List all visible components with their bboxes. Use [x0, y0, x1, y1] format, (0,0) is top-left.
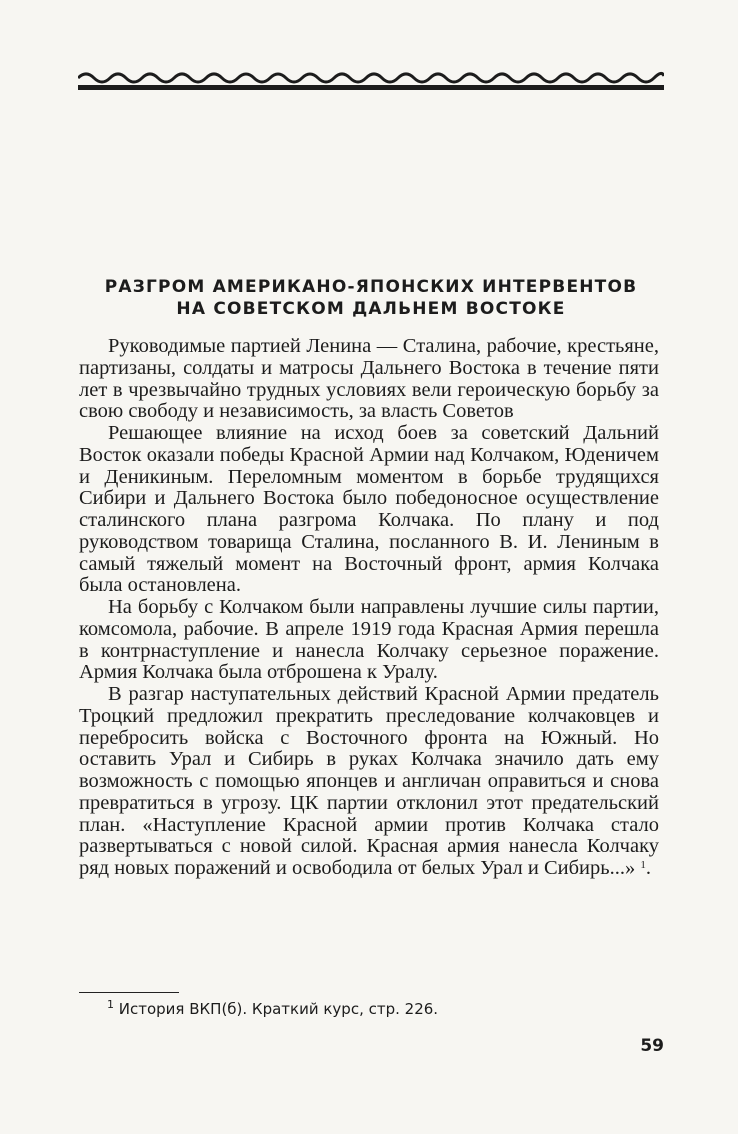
chapter-title-line-1: РАЗГРОМ АМЕРИКАНО-ЯПОНСКИХ ИНТЕРВЕНТОВ [104, 277, 638, 297]
footnote-text: История ВКП(б). Краткий курс, стр. 226. [118, 1000, 439, 1018]
paragraph-1: Руководимые партией Ленина — Сталина, рабочие, крестьяне, партизаны, солдаты и матросы Дальнего Востока в течение пяти лет в чрезвычайно трудных условиях вели героическую борьбу за свою свободу и независимость, за власть Советов [79, 335, 659, 423]
paragraph-3: На борьбу с Колчаком были направлены лучшие силы партии, комсомола, рабочие. В апреле 1919 года Красная Армия перешла в контрнаступление и нанесла Колчаку серьезное поражение. Армия Колчака была отброшена к Уралу. [79, 596, 659, 684]
footnote-divider [79, 992, 179, 993]
chapter-title [78, 276, 664, 320]
page-number: 59 [640, 1036, 664, 1056]
footnote-reference: 1 [640, 859, 646, 871]
body-text [79, 336, 659, 880]
footnote-marker: 1 [107, 998, 114, 1011]
paragraph-4: В разгар наступательных действий Красной Армии предатель Троцкий предложил прекратить преследование колчаковцев и перебросить войска с Восточного фронта на Южный. Но оставить Урал и Сибирь в руках Колчака значило дать ему возможность с помощью японцев и англичан оправиться и снова превратиться в угрозу. ЦК партии отклонил этот предательский план. «Наступление Красной армии против Колчака стало развертываться с новой силой. Красная армия нанесла Колчаку ряд новых поражений и освободила от белых Урал и Сибирь...» $^1$. [79, 683, 659, 879]
paragraph-2: Решающее влияние на исход боев за советский Дальний Восток оказали победы Красной Армии над Колчаком, Юденичем и Деникиным. Переломным моментом в борьбе трудящихся Сибири и Дальнего Востока было победоносное осуществление сталинского плана разгрома Колчака. По плану и под руководством товарища Сталина, посланного В. И. Лениным в самый тяжелый момент на Восточный фронт, армия Колчака была остановлена. [79, 422, 659, 597]
chapter-title-line-2: НА СОВЕТСКОМ ДАЛЬНЕМ ВОСТОКЕ [176, 299, 566, 319]
header-ornament [78, 66, 664, 96]
footnote [107, 1000, 647, 1018]
paragraph-4-text: В разгар наступательных действий Красной Армии предатель Троцкий предложил прекратить преследование колчаковцев и перебросить войска с Восточного фронта на Южный. Но оставить Урал и Сибирь в руках Колчака значило дать ему возможность с помощью японцев и англичан оправиться и снова превратиться в угрозу. ЦК партии отклонил этот предательский план. «Наступление Красной армии против Колчака стало развертываться с новой силой. Красная армия нанесла Колчаку ряд новых поражений и освободила от белых Урал и Сибирь...» [79, 683, 659, 879]
